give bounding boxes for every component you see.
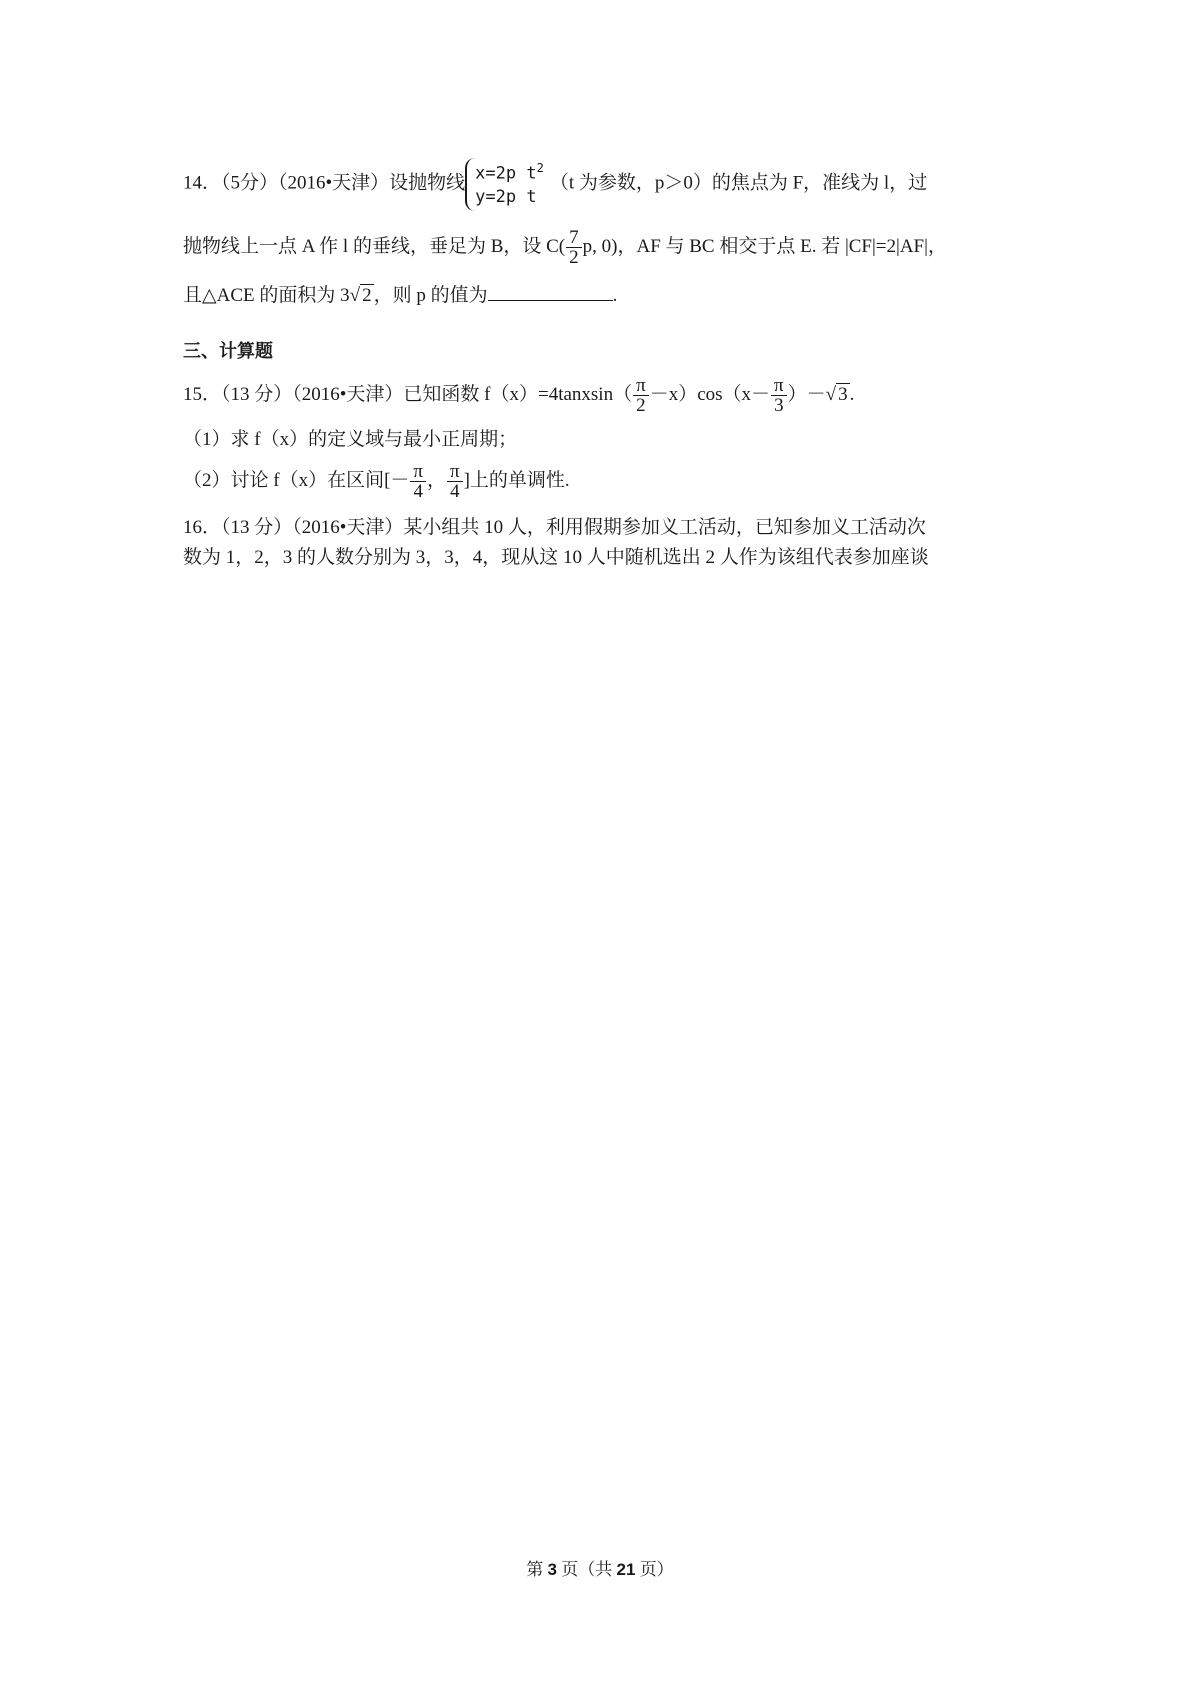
q14-line1: 14．（5分）（2016•天津）设抛物线 x=2p $t^2$ y=2p t（t 为参数，p＞0）的焦点为 F，准线为 l，过: [183, 158, 927, 211]
sqrt-symbol: √: [825, 383, 837, 405]
fraction: $\frac{\pi}{4}$: [447, 462, 463, 501]
fraction: $\frac{7}{2}$: [566, 228, 582, 267]
fraction: $\frac{\pi}{4}$: [410, 462, 426, 501]
q14-line2: 抛物线上一点 A 作 l 的垂线，垂足为 B，设 C( $\frac{7}{2}$ p, 0)，AF 与 BC 相交于点 E. 若 |CF|=2|AF|，: [183, 227, 947, 268]
q16-line1: 16．（13 分）（2016•天津）某小组共 10 人，利用假期参加义工活动，已知参加义工活动次: [183, 517, 926, 538]
page-footer: 第 3 页（共 21 页）: [526, 1560, 674, 1579]
fraction: $\frac{\pi}{3}$: [771, 376, 787, 415]
sqrt-symbol: √: [349, 285, 361, 306]
parametric-system: x=2p $t^2$ y=2p t: [465, 158, 550, 211]
fraction: $\frac{\pi}{2}$: [633, 376, 649, 415]
q15-part1: （1）求 f（x）的定义域与最小正周期；: [183, 429, 518, 450]
q16-line2: 数为 1，2，3 的人数分别为 3，3，4，现从这 10 人中随机选出 2 人作为该组代表参加座谈: [183, 547, 929, 568]
answer-blank: [488, 284, 613, 301]
q15-line1: 15．（13 分）（2016•天津）已知函数 f（x）=4tanxsin（ $\frac{\pi}{2}$ －x）cos（x－ $\frac{\pi}{3}$ ）－√ 3 .: [183, 375, 855, 416]
q14-line3: 且△ACE 的面积为 3√ 2 ，则 p 的值为 .: [183, 285, 618, 306]
section-title: 三、计算题: [183, 341, 273, 362]
q15-part2: （2）讨论 f（x）在区间[－ $\frac{\pi}{4}$ ， $\frac{\pi}{4}$ ]上的单调性.: [183, 461, 570, 502]
